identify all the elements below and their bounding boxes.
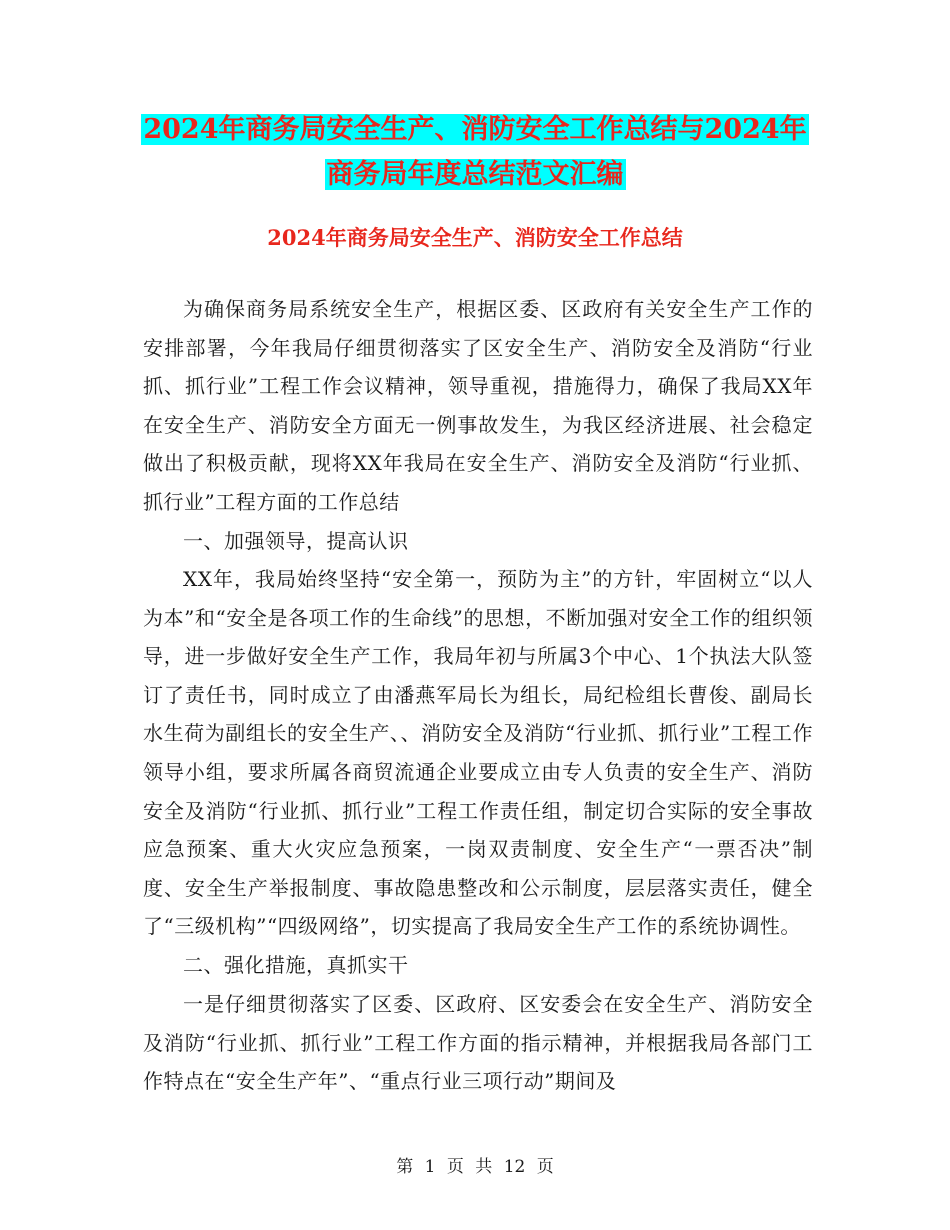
paragraph-intro: 为确保商务局系统安全生产，根据区委、区政府有关安全生产工作的安排部署，今年我局仔细贯彻落实了区安全生产、消防安全及消防“行业抓、抓行业”工程工作会议精神，领导重视，措施得力，确保了我局XX年在安全生产、消防安全方面无一例事故发生，为我区经济进展、社会稳定做出了积极贡献，现将XX年我局在安全生产、消防安全及消防“行业抓、抓行业”工程方面的工作总结 [143,297,813,514]
title-highlight-2: 商务局年度总结范文汇编 [326,159,624,190]
heading-2: 二、强化措施，真抓实干 [183,953,409,977]
section-title: 2024年商务局安全生产、消防安全工作总结 [267,225,683,250]
title-highlight-1: 2024年商务局安全生产、消防安全工作总结与2024年 [143,114,807,145]
paragraph-measures: 一是仔细贯彻落实了区委、区政府、区安委会在安全生产、消防安全及消防“行业抓、抓行业”工程工作方面的指示精神，并根据我局各部门工作特点在“安全生产年”、“重点行业三项行动”期间及 [143,992,813,1094]
document-title-line-2 [0,149,950,201]
heading-1: 一、加强领导，提高认识 [183,529,409,553]
paragraph-leadership: XX年，我局始终坚持“安全第一，预防为主”的方针，牢固树立“以人为本”和“安全是各项工作的生命线”的思想，不断加强对安全工作的组织领导，进一步做好安全生产工作，我局年初与所属3个中心、1个执法大队签订了责任书，同时成立了由潘燕军局长为组长，局纪检组长曹俊、副局长水生荷为副组长的安全生产、、消防安全及消防“行业抓、抓行业”工程工作领导小组，要求所属各商贸流通企业要成立由专人负责的安全生产、消防安全及消防“行业抓、抓行业”工程工作责任组，制定切合实际的安全事故应急预案、重大火灾应急预案，一岗双责制度、安全生产“一票否决”制度、安全生产举报制度、事故隐患整改和公示制度，层层落实责任，健全了“三级机构”“四级网络”，切实提高了我局安全生产工作的系统协调性。 [143,567,813,939]
page-number-footer: 第 1 页 共 12 页 [396,1157,554,1177]
